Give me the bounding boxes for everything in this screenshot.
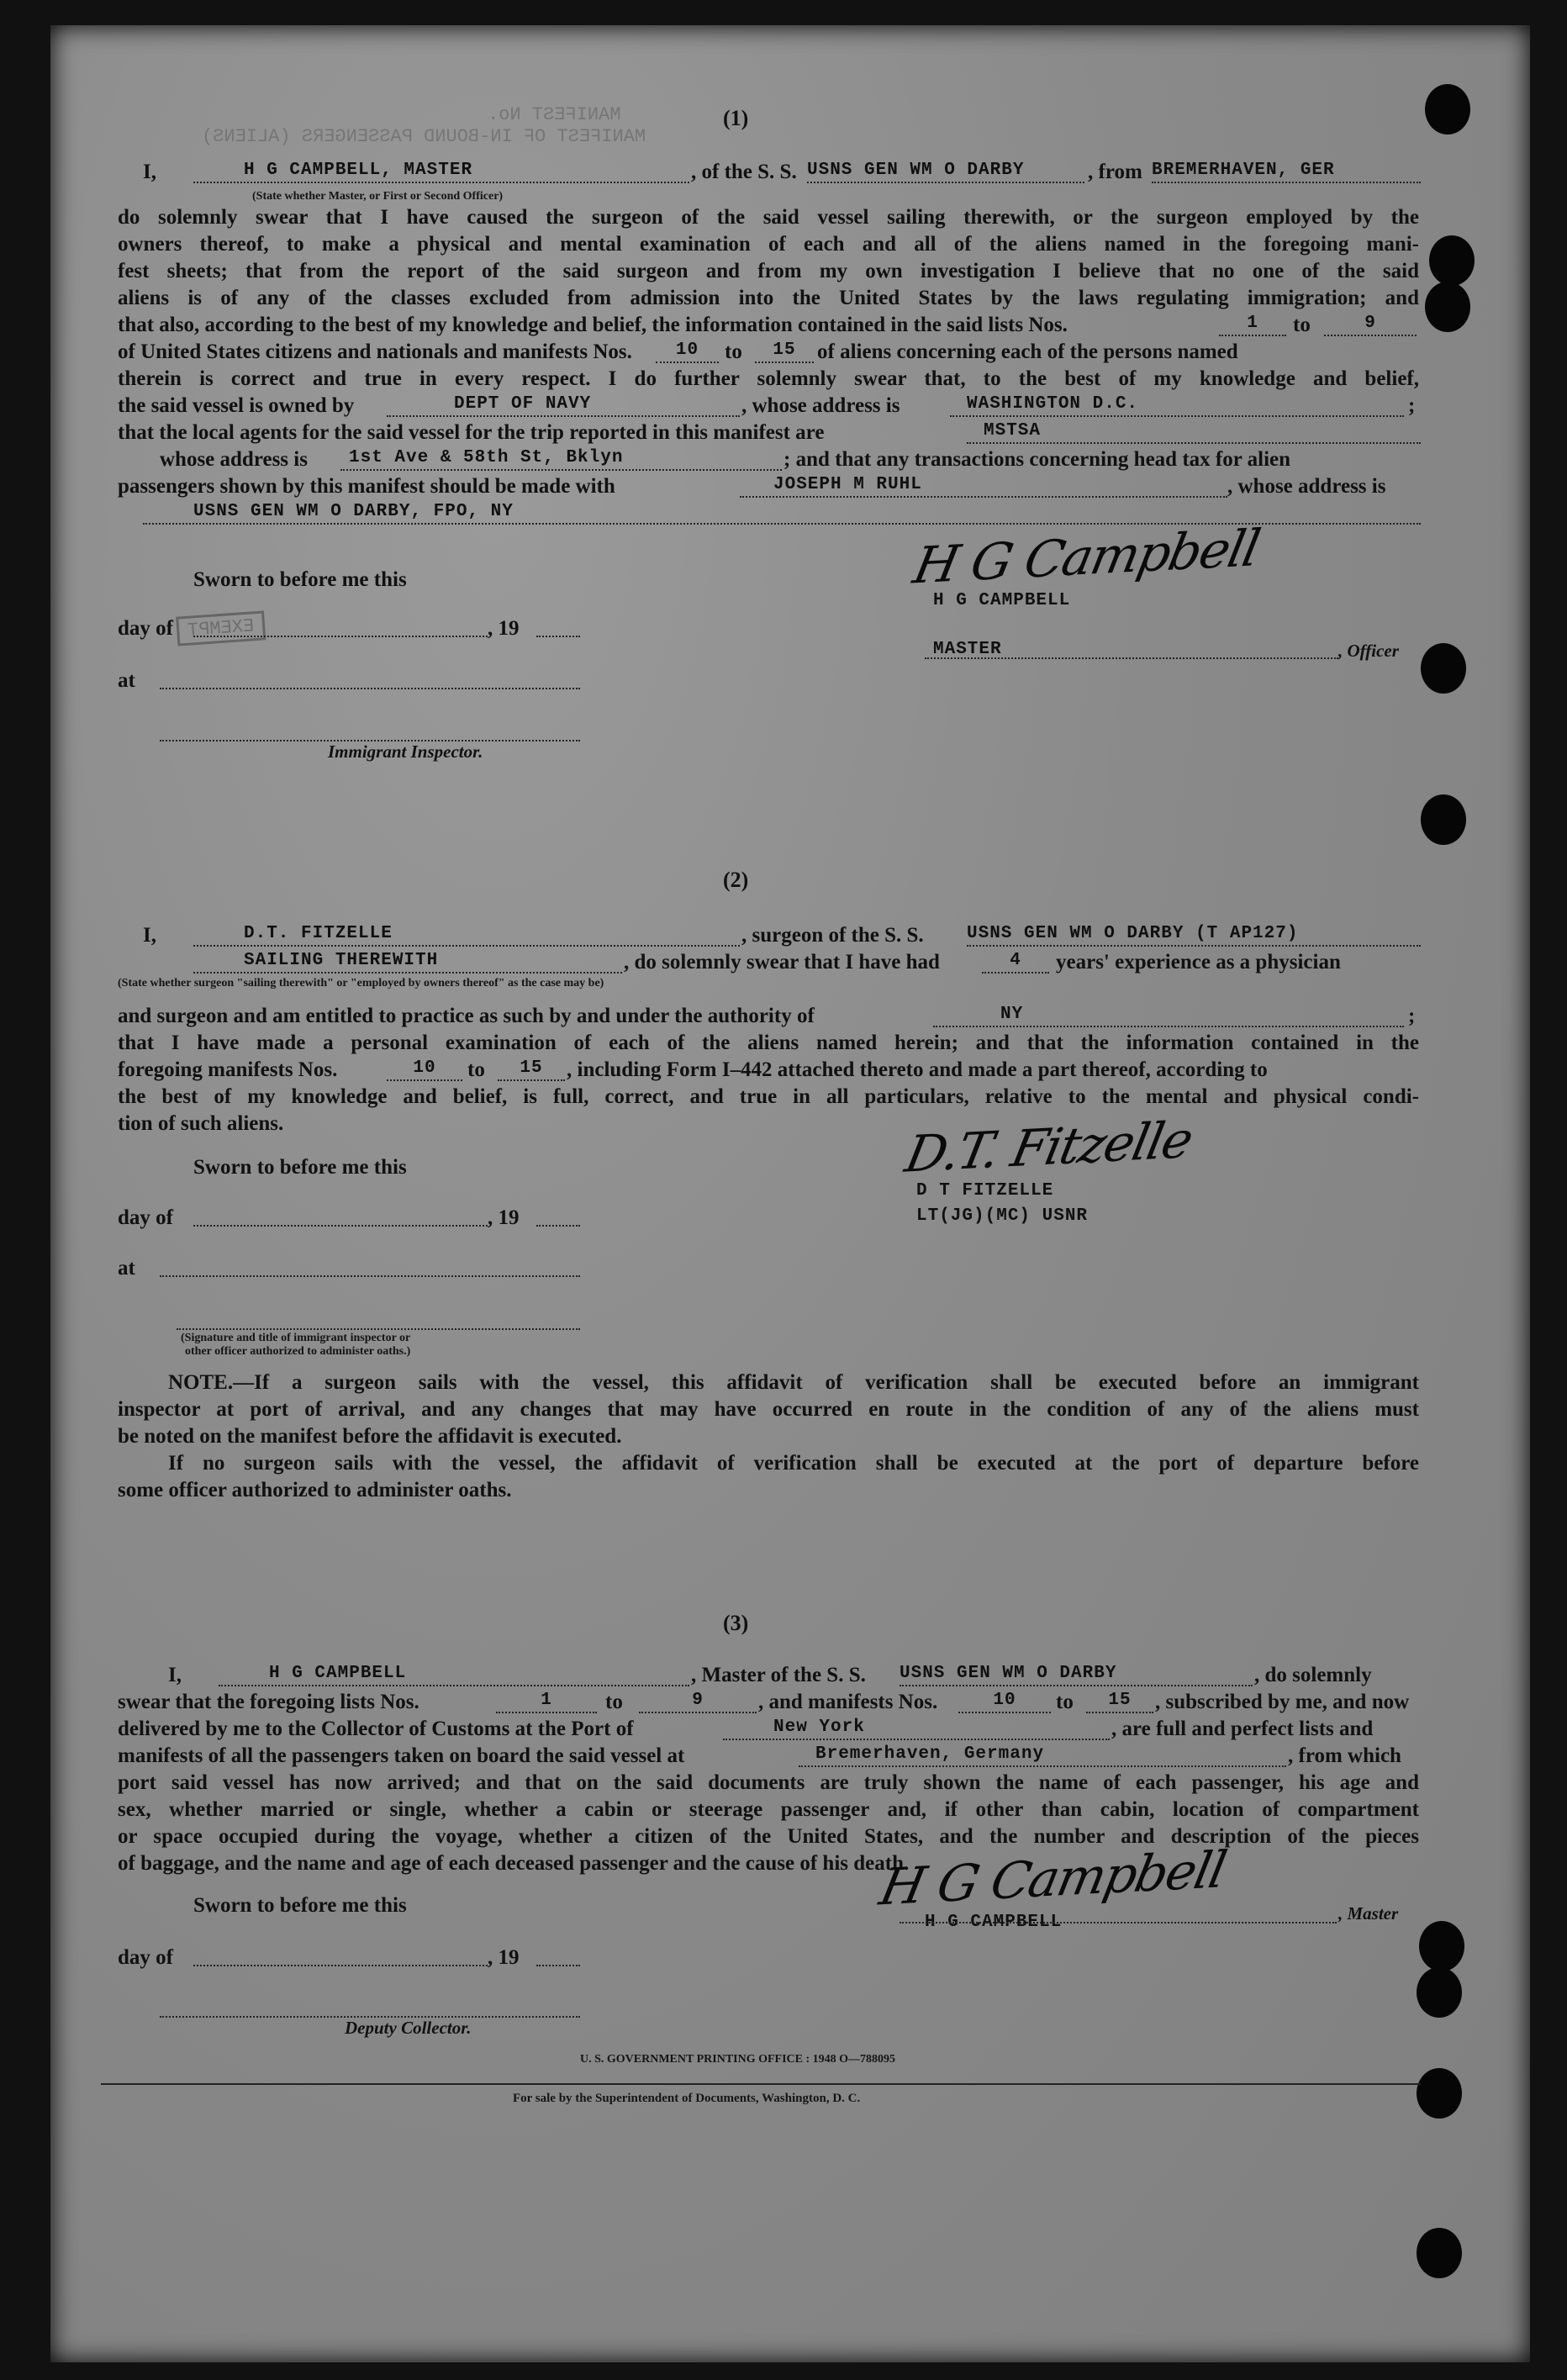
s2-note-line: be noted on the manifest before the affidavit is executed.	[118, 1425, 622, 1448]
s2-para-line: and surgeon and am entitled to practice as such by and under the authority of	[118, 1005, 815, 1027]
s1-to: to	[1293, 314, 1311, 336]
s3-para-line: , subscribed by me, and now	[1155, 1691, 1410, 1713]
s1-para-line: fest sheets; that from the report of the said surgeon and from my own investigation I believe that no one of the said	[118, 260, 1419, 282]
s3-i: I,	[168, 1664, 182, 1686]
s1-sworn: Sworn to before me this	[193, 568, 407, 591]
s3-manifest-from: 10	[958, 1690, 1051, 1713]
surgeon-signature: D.T. Fitzelle	[900, 1111, 1197, 1185]
section-3-number: (3)	[723, 1611, 749, 1635]
s2-swear-a: , do solemnly swear that I have had	[624, 951, 940, 974]
punch-hole	[1419, 1921, 1464, 1971]
s1-para-line: therein is correct and true in every respect. I do further solemnly swear that, to the best of my knowledge and belief,	[118, 367, 1419, 390]
s3-para-line: , are full and perfect lists and	[1111, 1718, 1374, 1740]
s1-year-line	[536, 636, 580, 637]
s3-year-line	[536, 1965, 580, 1966]
s1-signer-title: MASTER	[933, 640, 1002, 659]
s1-inspector-caption: Immigrant Inspector.	[328, 741, 483, 762]
s2-semicolon: ;	[1408, 1005, 1416, 1027]
gpo-imprint: U. S. GOVERNMENT PRINTING OFFICE : 1948 O—788095	[580, 2053, 896, 2066]
manifest-affidavit-page	[50, 25, 1530, 2362]
s2-sailing-status: SAILING THEREWITH	[193, 950, 622, 974]
s2-note-line: inspector at port of arrival, and any changes that may have occurred en route in the condition of any of the aliens must	[118, 1398, 1419, 1421]
s3-master-of: , Master of the S. S.	[691, 1664, 866, 1686]
s2-para-line: tion of such aliens.	[118, 1112, 284, 1135]
s3-para-line: swear that the foregoing lists Nos.	[118, 1691, 419, 1713]
s2-para-line: , including Form I–442 attached thereto and made a part thereof, according to	[567, 1058, 1268, 1081]
bleed-through-stamp: EXEMPT	[176, 610, 266, 646]
s2-note-line: some officer authorized to administer oaths.	[118, 1479, 512, 1501]
s2-vessel: USNS GEN WM O DARBY (T AP127)	[967, 923, 1421, 947]
s2-at: at	[118, 1257, 135, 1280]
s2-at-line	[160, 1275, 580, 1277]
s3-para-line: or space occupied during the voyage, whether a citizen of the United States, and the number and description of the pieces	[118, 1825, 1419, 1848]
s1-of-ss: , of the S. S.	[691, 161, 797, 183]
s1-para-line: whose address is	[160, 448, 308, 471]
s2-surgeon-of: , surgeon of the S. S.	[741, 924, 924, 947]
s2-i: I,	[143, 924, 156, 947]
sale-notice: For sale by the Superintendent of Documents, Washington, D. C.	[513, 2092, 861, 2105]
s1-list-to: 9	[1324, 313, 1417, 336]
bleed-through-header: MANIFEST No.	[488, 104, 621, 125]
s2-signer-rank: LT(JG)(MC) USNR	[916, 1206, 1089, 1226]
s1-headtax-address: USNS GEN WM O DARBY, FPO, NY	[143, 501, 1421, 525]
s3-sworn: Sworn to before me this	[193, 1894, 407, 1917]
s3-manifest-to: 15	[1086, 1690, 1153, 1713]
s3-solemnly: , do solemnly	[1254, 1664, 1372, 1686]
s1-para-line: do solemnly swear that I have caused the surgeon of the said vessel sailing therewith, or the surgeon employed by the	[118, 206, 1419, 229]
s1-owner: DEPT OF NAVY	[387, 393, 740, 417]
s3-para-line: port said vessel has now arrived; and that on the said documents are truly shown the name of each passenger, his age and	[118, 1771, 1419, 1794]
s2-to: to	[467, 1058, 485, 1081]
s2-year: , 19	[488, 1206, 520, 1229]
s1-from: , from	[1088, 161, 1142, 183]
s2-manifest-to: 15	[498, 1058, 565, 1081]
s1-port: BREMERHAVEN, GER	[1152, 160, 1421, 183]
s3-para-line: sex, whether married or single, whether a cabin or steerage passenger and, if other than cabin, location of compartment	[118, 1798, 1419, 1821]
s1-para-line: passengers shown by this manifest should be made with	[118, 475, 615, 498]
s3-embark-port: Bremerhaven, Germany	[799, 1744, 1286, 1767]
s2-sig-caption-1: (Signature and title of immigrant inspector or	[181, 1332, 411, 1344]
s1-officer-line	[925, 657, 1338, 659]
s1-at-line	[160, 688, 580, 689]
s1-semicolon: ;	[1408, 394, 1416, 417]
s2-swear-b: years' experience as a physician	[1056, 951, 1341, 974]
s3-port: New York	[723, 1717, 1110, 1740]
punch-hole	[1429, 235, 1475, 286]
s3-day-line	[193, 1965, 488, 1966]
punch-hole	[1421, 794, 1466, 845]
s3-to: to	[605, 1691, 623, 1713]
s1-at: at	[118, 669, 135, 692]
s3-para-line: , from which	[1288, 1744, 1401, 1767]
s2-note-line: NOTE.—If a surgeon sails with the vessel, this affidavit of verification shall be executed before an immigrant	[168, 1371, 1419, 1394]
s1-manifest-to: 15	[755, 340, 814, 363]
s1-vessel: USNS GEN WM O DARBY	[807, 160, 1084, 183]
s1-day-of: day of	[118, 617, 173, 640]
s1-para-line: aliens is of any of the classes excluded from admission into the United States by the laws regulating immigration; and	[118, 287, 1419, 309]
s2-signer-typed: D T FITZELLE	[916, 1181, 1054, 1201]
s3-master-title: , Master	[1338, 1903, 1399, 1924]
s1-para-line: of United States citizens and nationals and manifests Nos.	[118, 340, 632, 363]
s3-para-line: manifests of all the passengers taken on board the said vessel at	[118, 1744, 685, 1767]
master-signature-1: H G Campbell	[908, 519, 1264, 596]
s1-para-line: owners thereof, to make a physical and mental examination of each and all of the aliens named in the foregoing mani-	[118, 233, 1419, 256]
punch-hole	[1425, 282, 1470, 332]
s1-para-line: , whose address is	[1227, 475, 1386, 498]
s2-sig-caption-2: other officer authorized to administer oaths.)	[185, 1345, 411, 1358]
master-signature-3: H G Campbell	[874, 1840, 1230, 1918]
s1-signer-typed: H G CAMPBELL	[933, 591, 1071, 610]
s1-year: , 19	[488, 617, 520, 640]
punch-hole	[1421, 643, 1466, 694]
s2-year-line	[536, 1225, 580, 1227]
s1-para-line: that the local agents for the said vessel for the trip reported in this manifest are	[118, 421, 825, 444]
s2-officer-line	[177, 1328, 580, 1330]
s3-to: to	[1056, 1691, 1074, 1713]
s1-list-from: 1	[1219, 313, 1286, 336]
s1-i: I,	[143, 161, 156, 183]
s1-para-line: of aliens concerning each of the persons named	[817, 340, 1238, 363]
s2-day-of: day of	[118, 1206, 173, 1229]
s1-agents-address: 1st Ave & 58th St, Bklyn	[340, 447, 782, 471]
s3-collector-caption: Deputy Collector.	[345, 2018, 472, 2038]
s1-para-line: that also, according to the best of my knowledge and belief, the information contained in the said lists Nos.	[118, 314, 1068, 336]
s3-signer-typed: H G CAMPBELL	[925, 1913, 1063, 1932]
bleed-through-title: MANIFEST OF IN-BOUND PASSENGERS (ALIENS)	[202, 126, 646, 147]
s3-para-line: , and manifests Nos.	[758, 1691, 938, 1713]
s1-headtax-agent: JOSEPH M RUHL	[740, 474, 1227, 498]
punch-hole	[1417, 1967, 1462, 2018]
s1-day-line	[193, 636, 488, 637]
s2-day-line	[193, 1225, 488, 1227]
s2-authority: NY	[933, 1004, 1404, 1027]
s3-day-of: day of	[118, 1946, 173, 1969]
punch-hole	[1425, 84, 1470, 135]
s3-list-from: 1	[496, 1690, 597, 1713]
s2-sailing-caption: (State whether surgeon "sailing therewith" or "employed by owners thereof" as the case may be)	[118, 977, 604, 989]
punch-hole	[1417, 2228, 1462, 2278]
s1-manifest-from: 10	[656, 340, 719, 363]
s2-para-line: foregoing manifests Nos.	[118, 1058, 338, 1081]
s2-sworn: Sworn to before me this	[193, 1156, 407, 1179]
s3-para-line: of baggage, and the name and age of each deceased passenger and the cause of his death.	[118, 1852, 910, 1875]
s1-para-line: the said vessel is owned by	[118, 394, 355, 417]
s1-owner-address: WASHINGTON D.C.	[950, 393, 1404, 417]
s3-list-to: 9	[639, 1690, 757, 1713]
s3-vessel: USNS GEN WM O DARBY	[900, 1663, 1253, 1686]
s2-para-line: that I have made a personal examination of each of the aliens named herein; and that the information contained in the	[118, 1032, 1419, 1054]
footer-rule	[101, 2083, 1421, 2085]
s2-note-line: If no surgeon sails with the vessel, the affidavit of verification shall be executed at the port of departure before	[168, 1452, 1419, 1475]
section-1-number: (1)	[723, 106, 749, 130]
s2-years: 4	[982, 950, 1049, 974]
s1-to: to	[725, 340, 742, 363]
s1-master-caption: (State whether Master, or First or Second Officer)	[252, 190, 504, 203]
s3-para-line: delivered by me to the Collector of Customs at the Port of	[118, 1718, 634, 1740]
s2-para-line: the best of my knowledge and belief, is full, correct, and true in all particulars, relative to the mental and physical condi-	[118, 1085, 1419, 1108]
s3-master-name: H G CAMPBELL	[219, 1663, 689, 1686]
s1-officer-label: , Officer	[1338, 641, 1399, 661]
s1-para-line: ; and that any transactions concerning head tax for alien	[784, 448, 1291, 471]
s3-year: , 19	[488, 1946, 520, 1969]
s1-para-line: , whose address is	[741, 394, 900, 417]
punch-hole	[1417, 2068, 1462, 2119]
s1-master-name: H G CAMPBELL, MASTER	[193, 160, 689, 183]
section-2-number: (2)	[723, 868, 749, 892]
s3-master-line	[900, 1922, 1337, 1924]
s2-manifest-from: 10	[387, 1058, 462, 1081]
s2-surgeon-name: D.T. FITZELLE	[193, 923, 740, 947]
s1-agents: MSTSA	[967, 420, 1421, 444]
